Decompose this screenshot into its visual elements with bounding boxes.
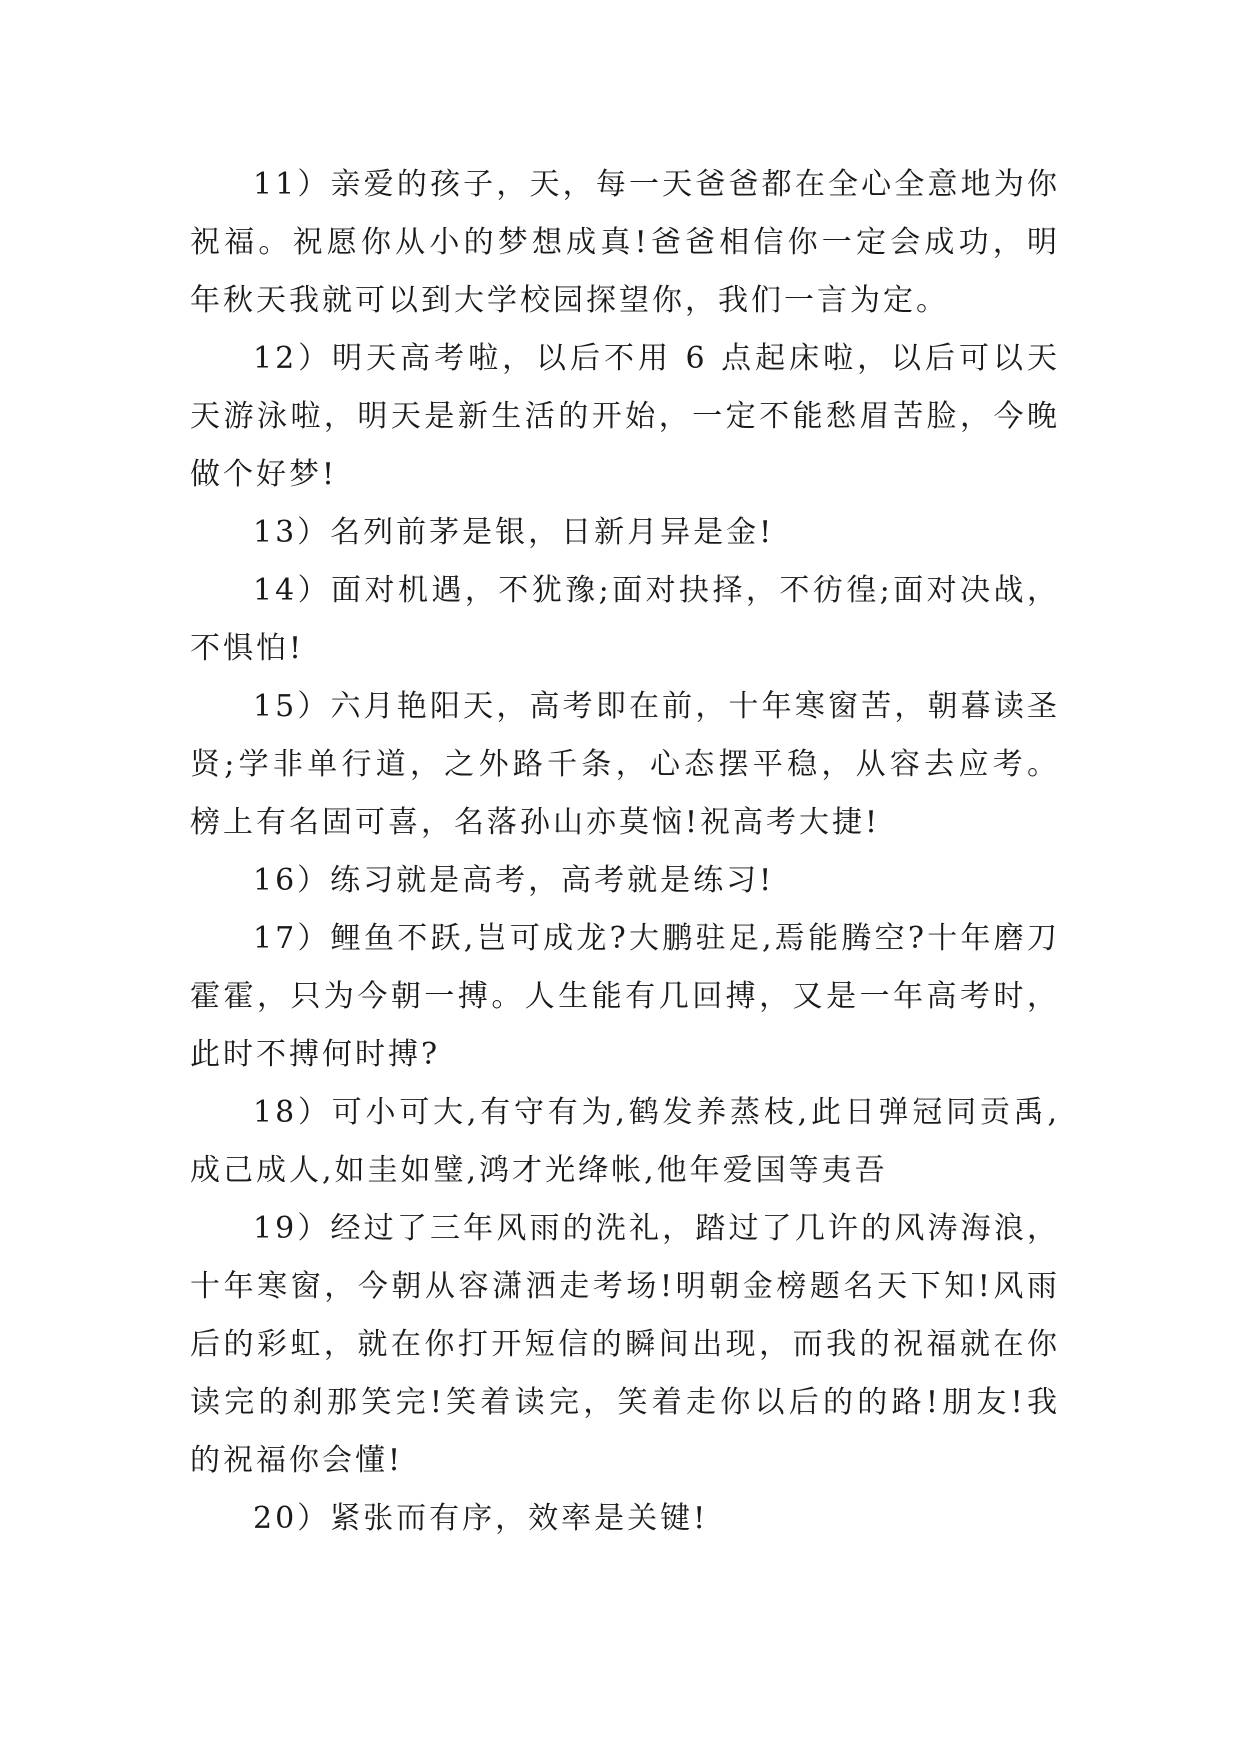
paragraph-13: 13）名列前茅是银，日新月异是金! [253, 515, 775, 550]
document-body [190, 156, 1060, 1548]
paragraph-16: 16）练习就是高考，高考就是练习! [253, 863, 775, 898]
paragraph-20: 20）紧张而有序，效率是关键! [253, 1501, 709, 1536]
paragraph-15: 15）六月艳阳天，高考即在前，十年寒窗苦，朝暮读圣贤;学非单行道，之外路千条，心态摆平稳，从容去应考。榜上有名固可喜，名落孙山亦莫恼!祝高考大捷! [190, 689, 1060, 840]
paragraph-19: 19）经过了三年风雨的洗礼，踏过了几许的风涛海浪，十年寒窗，今朝从容潇洒走考场!明朝金榜题名天下知!风雨后的彩虹，就在你打开短信的瞬间出现，而我的祝福就在你读完的刹那笑完!笑着读完，笑着走你以后的的路!朋友!我的祝福你会懂! [190, 1211, 1060, 1478]
paragraph-12: 12）明天高考啦，以后不用 6 点起床啦，以后可以天天游泳啦，明天是新生活的开始，一定不能愁眉苦脸，今晚做个好梦! [190, 341, 1060, 492]
paragraph-11: 11）亲爱的孩子，天，每一天爸爸都在全心全意地为你祝福。祝愿你从小的梦想成真!爸爸相信你一定会成功，明年秋天我就可以到大学校园探望你，我们一言为定。 [190, 167, 1060, 318]
paragraph-18: 18）可小可大,有守有为,鹤发养蒸枝,此日弹冠同贡禹,成己成人,如圭如璧,鸿才光绛帐,他年爱国等夷吾 [190, 1095, 1060, 1188]
paragraph-17: 17）鲤鱼不跃,岂可成龙?大鹏驻足,焉能腾空?十年磨刀霍霍，只为今朝一搏。人生能有几回搏，又是一年高考时，此时不搏何时搏? [190, 921, 1060, 1072]
paragraph-14: 14）面对机遇，不犹豫;面对抉择，不彷徨;面对决战，不惧怕! [190, 573, 1060, 666]
